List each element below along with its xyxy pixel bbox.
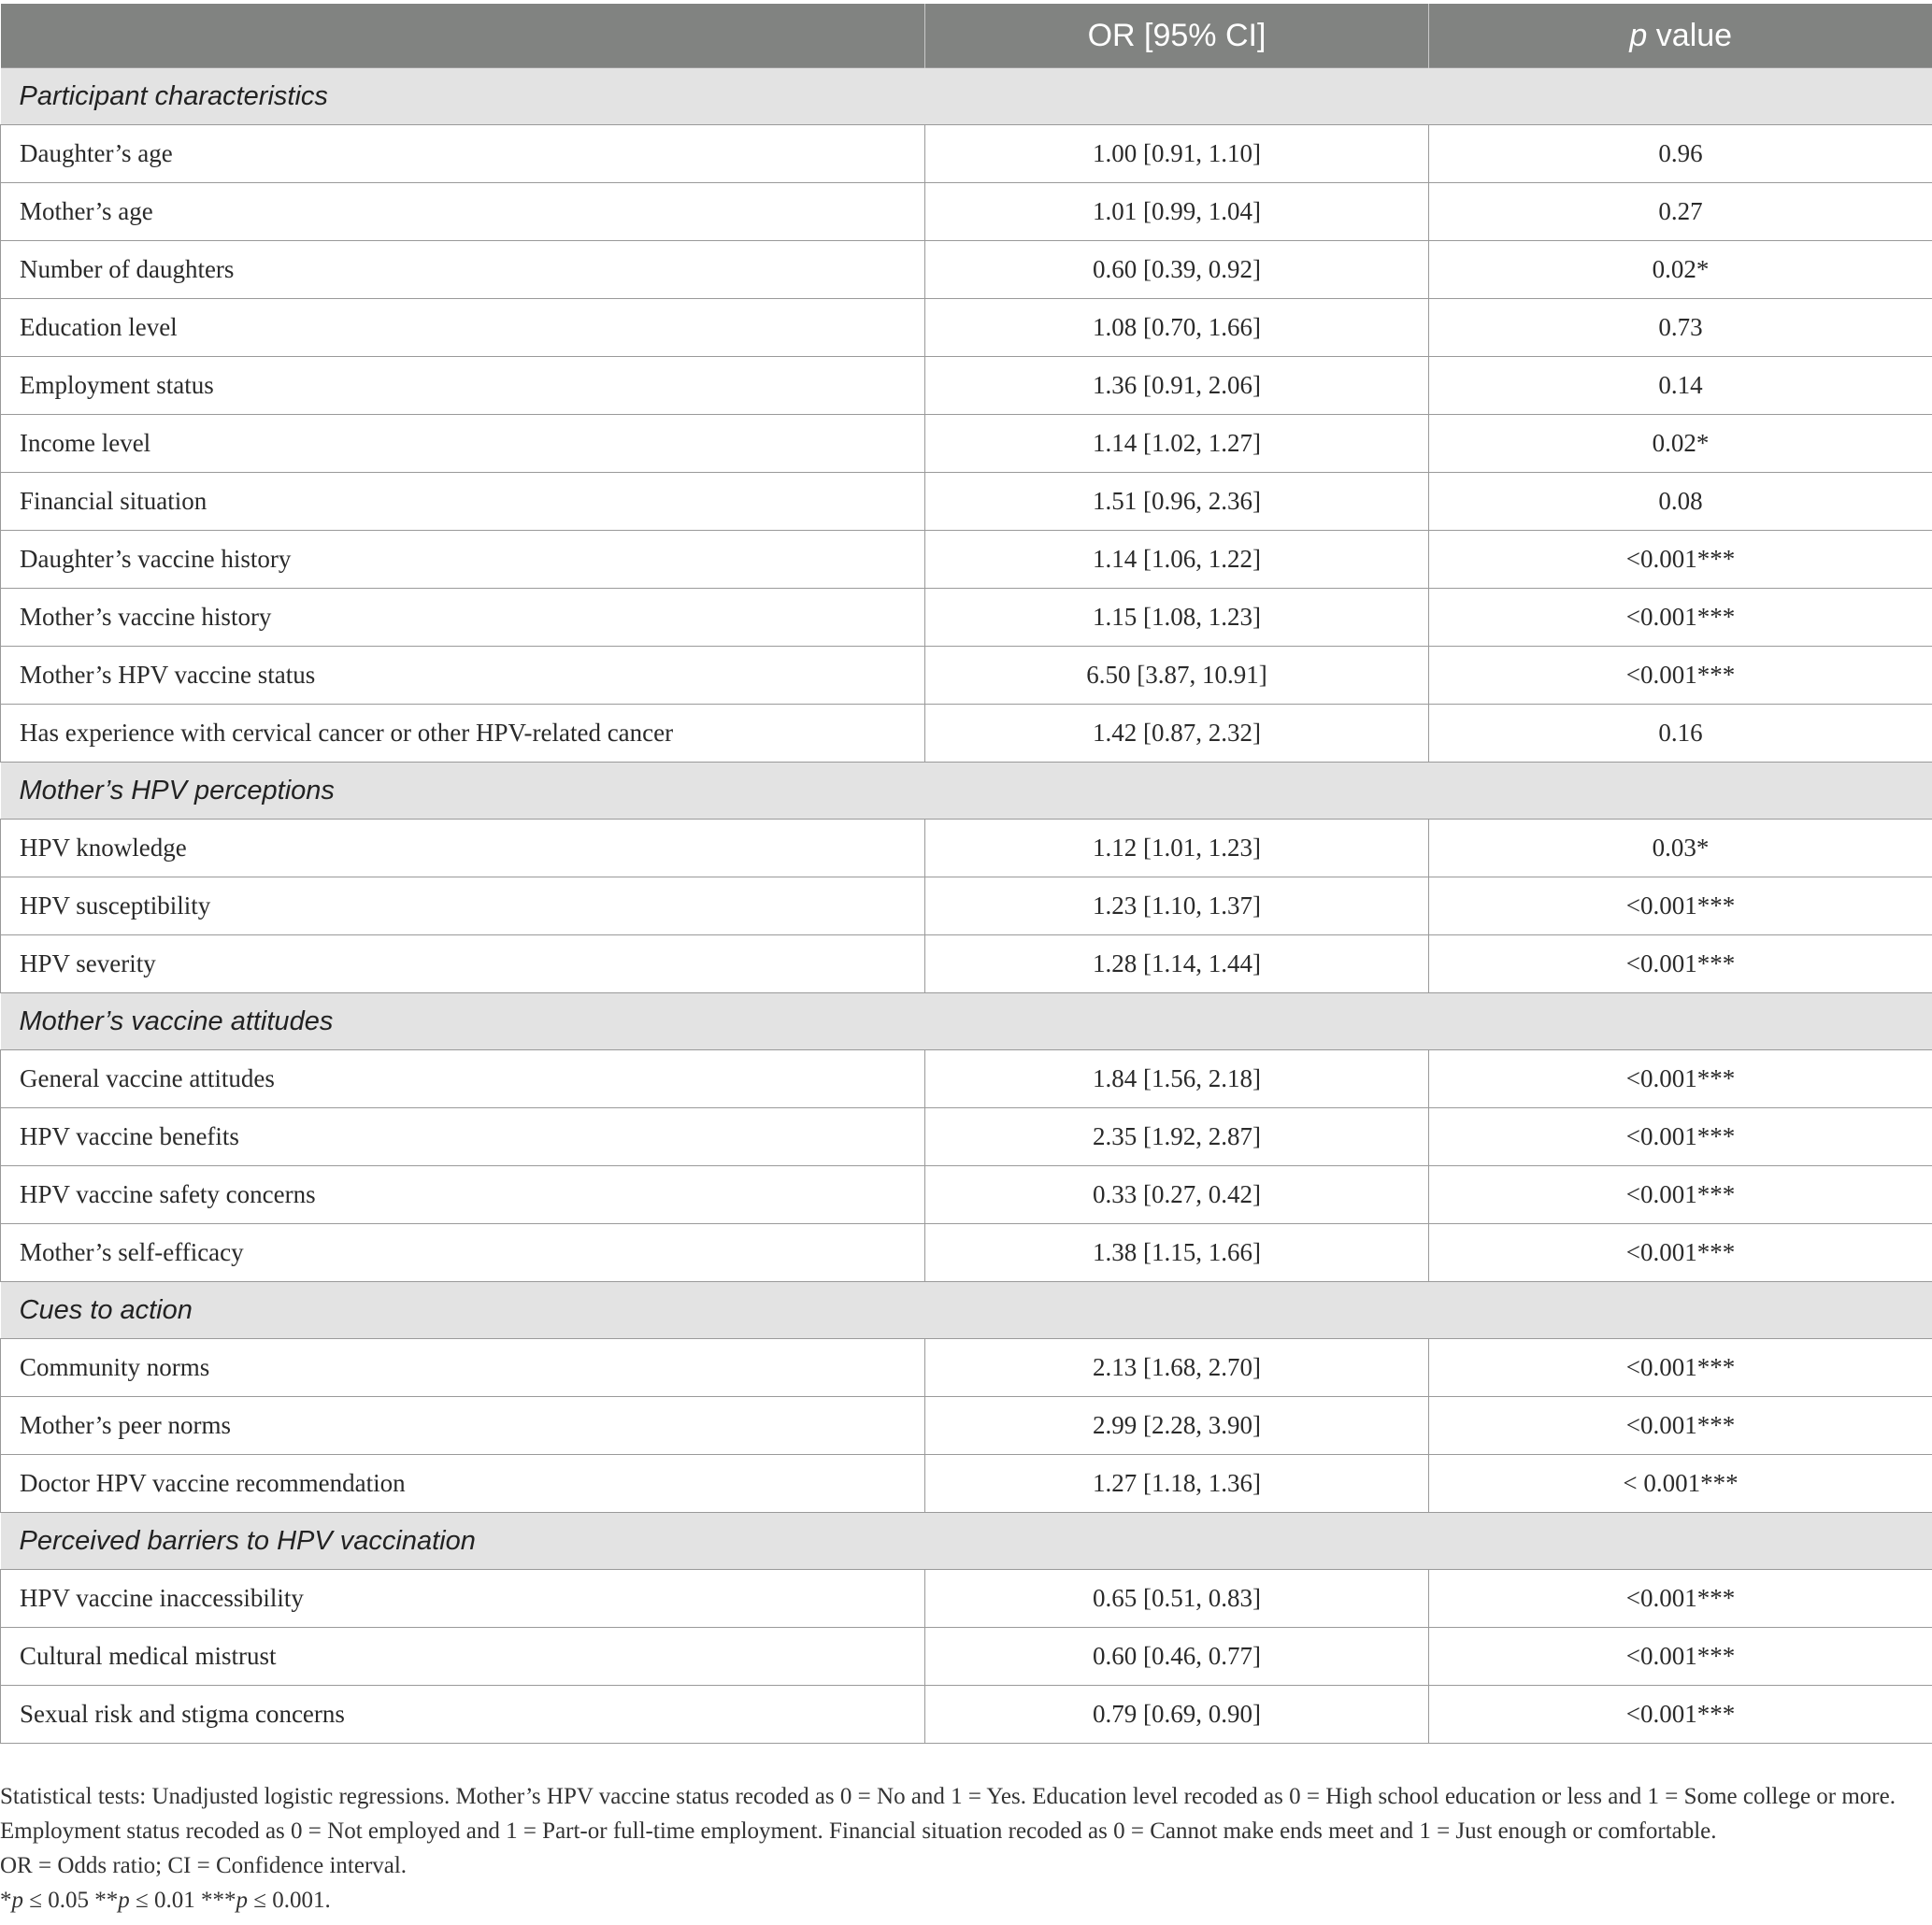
section-title: Cues to action xyxy=(1,1282,1932,1339)
p-value-cell: <0.001*** xyxy=(1429,877,1932,935)
p-value-cell: 0.73 xyxy=(1429,299,1932,357)
header-p-rest: value xyxy=(1647,17,1733,53)
or-ci-cell: 0.60 [0.46, 0.77] xyxy=(925,1628,1429,1686)
variable-cell: Income level xyxy=(1,415,925,473)
section-header-row xyxy=(1,1513,1932,1570)
variable-cell: Community norms xyxy=(1,1339,925,1397)
variable-cell: Doctor HPV vaccine recommendation xyxy=(1,1455,925,1513)
sig-p-1: p xyxy=(11,1888,23,1913)
variable-cell: Sexual risk and stigma concerns xyxy=(1,1686,925,1744)
or-ci-cell: 1.23 [1.10, 1.37] xyxy=(925,877,1429,935)
p-value-cell: <0.001*** xyxy=(1429,1339,1932,1397)
or-ci-cell: 1.15 [1.08, 1.23] xyxy=(925,589,1429,647)
or-ci-cell: 1.42 [0.87, 2.32] xyxy=(925,705,1429,763)
or-ci-cell: 1.12 [1.01, 1.23] xyxy=(925,820,1429,877)
header-p-italic: p xyxy=(1629,17,1648,53)
table-row xyxy=(1,1628,1932,1686)
or-ci-cell: 1.28 [1.14, 1.44] xyxy=(925,935,1429,993)
p-value-cell: <0.001*** xyxy=(1429,589,1932,647)
or-ci-cell: 2.99 [2.28, 3.90] xyxy=(925,1397,1429,1455)
p-value-cell: <0.001*** xyxy=(1429,1108,1932,1166)
variable-cell: Mother’s age xyxy=(1,183,925,241)
p-value-cell: 0.16 xyxy=(1429,705,1932,763)
or-ci-cell: 2.13 [1.68, 2.70] xyxy=(925,1339,1429,1397)
p-value-cell: <0.001*** xyxy=(1429,1628,1932,1686)
section-header-row xyxy=(1,763,1932,820)
variable-cell: Daughter’s age xyxy=(1,125,925,183)
variable-cell: Mother’s self-efficacy xyxy=(1,1224,925,1282)
p-value-cell: <0.001*** xyxy=(1429,1166,1932,1224)
table-row xyxy=(1,241,1932,299)
variable-cell: Mother’s vaccine history xyxy=(1,589,925,647)
variable-cell: HPV vaccine safety concerns xyxy=(1,1166,925,1224)
sig-p-3: p xyxy=(236,1888,248,1913)
section-title: Perceived barriers to HPV vaccination xyxy=(1,1513,1932,1570)
p-value-cell: 0.02* xyxy=(1429,241,1932,299)
p-value-cell: <0.001*** xyxy=(1429,935,1932,993)
or-ci-cell: 1.14 [1.06, 1.22] xyxy=(925,531,1429,589)
or-ci-cell: 2.35 [1.92, 2.87] xyxy=(925,1108,1429,1166)
or-ci-cell: 6.50 [3.87, 10.91] xyxy=(925,647,1429,705)
p-value-cell: <0.001*** xyxy=(1429,1050,1932,1108)
sig-p-2: p xyxy=(118,1888,130,1913)
table-row xyxy=(1,705,1932,763)
p-value-cell: <0.001*** xyxy=(1429,1570,1932,1628)
table-row xyxy=(1,1570,1932,1628)
p-value-cell: <0.001*** xyxy=(1429,1397,1932,1455)
header-or-ci: OR [95% CI] xyxy=(925,4,1429,68)
or-ci-cell: 1.84 [1.56, 2.18] xyxy=(925,1050,1429,1108)
p-value-cell: 0.96 xyxy=(1429,125,1932,183)
table-row xyxy=(1,531,1932,589)
table-row xyxy=(1,589,1932,647)
or-ci-cell: 1.14 [1.02, 1.27] xyxy=(925,415,1429,473)
sig-val-1: ≤ 0.05 ** xyxy=(23,1888,119,1913)
section-header-row xyxy=(1,1282,1932,1339)
table-body xyxy=(1,68,1932,1744)
table-row xyxy=(1,820,1932,877)
table-row xyxy=(1,647,1932,705)
table-row xyxy=(1,125,1932,183)
variable-cell: General vaccine attitudes xyxy=(1,1050,925,1108)
table-row xyxy=(1,1224,1932,1282)
table-row xyxy=(1,1397,1932,1455)
or-ci-cell: 0.79 [0.69, 0.90] xyxy=(925,1686,1429,1744)
sig-val-3: ≤ 0.001. xyxy=(247,1888,331,1913)
table-row xyxy=(1,877,1932,935)
header-variable xyxy=(1,4,925,68)
table-footnotes xyxy=(0,1779,1932,1918)
variable-cell: Number of daughters xyxy=(1,241,925,299)
table-row xyxy=(1,1166,1932,1224)
or-ci-cell: 0.33 [0.27, 0.42] xyxy=(925,1166,1429,1224)
p-value-cell: 0.27 xyxy=(1429,183,1932,241)
table-header-row xyxy=(1,4,1932,68)
or-ci-cell: 1.36 [0.91, 2.06] xyxy=(925,357,1429,415)
or-ci-cell: 1.08 [0.70, 1.66] xyxy=(925,299,1429,357)
table-row xyxy=(1,1108,1932,1166)
sig-star: * xyxy=(0,1888,12,1913)
p-value-cell: <0.001*** xyxy=(1429,1224,1932,1282)
p-value-cell: <0.001*** xyxy=(1429,1686,1932,1744)
or-ci-cell: 1.00 [0.91, 1.10] xyxy=(925,125,1429,183)
or-ci-cell: 0.60 [0.39, 0.92] xyxy=(925,241,1429,299)
section-title: Mother’s HPV perceptions xyxy=(1,763,1932,820)
table-row xyxy=(1,415,1932,473)
variable-cell: HPV vaccine inaccessibility xyxy=(1,1570,925,1628)
table-row xyxy=(1,473,1932,531)
p-value-cell: 0.02* xyxy=(1429,415,1932,473)
table-row xyxy=(1,1339,1932,1397)
header-p-value xyxy=(1429,4,1932,68)
variable-cell: HPV knowledge xyxy=(1,820,925,877)
p-value-cell: 0.03* xyxy=(1429,820,1932,877)
variable-cell: Mother’s peer norms xyxy=(1,1397,925,1455)
table-row xyxy=(1,935,1932,993)
variable-cell: Daughter’s vaccine history xyxy=(1,531,925,589)
section-header-row xyxy=(1,68,1932,125)
footnote-tests: Statistical tests: Unadjusted logistic regressions. Mother’s HPV vaccine status recoded as 0 = No and 1 = Yes. Education level recoded as 0 = High school education or less and 1 = Some college or more. Employment status recoded as 0 = Not employed and 1 = Part-or full-time employment. Financial situation recoded as 0 = Cannot make ends meet and 1 = Just enough or comfortable. xyxy=(0,1784,1896,1844)
table-row xyxy=(1,357,1932,415)
footnote-abbreviations: OR = Odds ratio; CI = Confidence interval. xyxy=(0,1853,408,1878)
variable-cell: Financial situation xyxy=(1,473,925,531)
variable-cell: Has experience with cervical cancer or other HPV-related cancer xyxy=(1,705,925,763)
or-ci-cell: 0.65 [0.51, 0.83] xyxy=(925,1570,1429,1628)
variable-cell: Education level xyxy=(1,299,925,357)
table-row xyxy=(1,1686,1932,1744)
section-header-row xyxy=(1,993,1932,1050)
variable-cell: HPV susceptibility xyxy=(1,877,925,935)
variable-cell: Employment status xyxy=(1,357,925,415)
table-row xyxy=(1,299,1932,357)
or-ci-cell: 1.01 [0.99, 1.04] xyxy=(925,183,1429,241)
footnote-significance xyxy=(0,1883,1932,1918)
table-row xyxy=(1,1455,1932,1513)
or-ci-cell: 1.38 [1.15, 1.66] xyxy=(925,1224,1429,1282)
section-title: Mother’s vaccine attitudes xyxy=(1,993,1932,1050)
sig-val-2: ≤ 0.01 *** xyxy=(129,1888,236,1913)
p-value-cell: <0.001*** xyxy=(1429,531,1932,589)
p-value-cell: 0.08 xyxy=(1429,473,1932,531)
variable-cell: HPV vaccine benefits xyxy=(1,1108,925,1166)
table-row xyxy=(1,183,1932,241)
or-ci-cell: 1.27 [1.18, 1.36] xyxy=(925,1455,1429,1513)
variable-cell: Cultural medical mistrust xyxy=(1,1628,925,1686)
section-title: Participant characteristics xyxy=(1,68,1932,125)
variable-cell: Mother’s HPV vaccine status xyxy=(1,647,925,705)
p-value-cell: < 0.001*** xyxy=(1429,1455,1932,1513)
p-value-cell: 0.14 xyxy=(1429,357,1932,415)
variable-cell: HPV severity xyxy=(1,935,925,993)
or-ci-cell: 1.51 [0.96, 2.36] xyxy=(925,473,1429,531)
table-row xyxy=(1,1050,1932,1108)
odds-ratio-table xyxy=(0,4,1932,1744)
p-value-cell: <0.001*** xyxy=(1429,647,1932,705)
